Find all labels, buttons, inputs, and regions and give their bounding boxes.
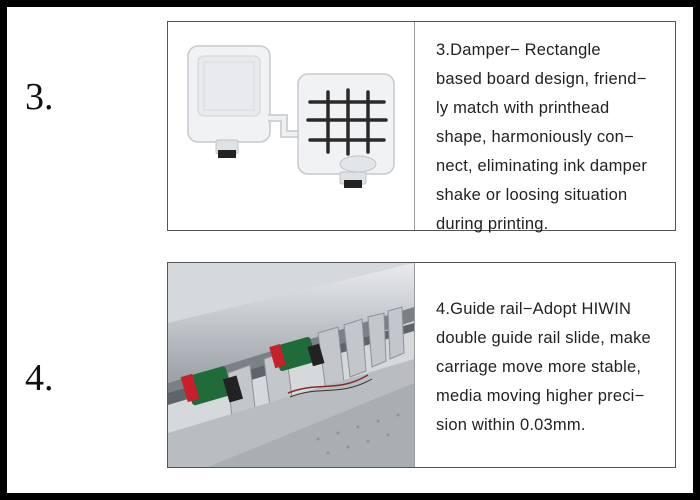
section-3-line: shake or loosing situation xyxy=(436,186,628,204)
section-4-panel xyxy=(167,262,676,468)
section-4-divider xyxy=(414,263,415,467)
damper-image xyxy=(168,22,414,230)
section-number-4: 4. xyxy=(25,357,54,399)
page xyxy=(7,7,693,493)
section-4-line: media moving higher preci− xyxy=(436,387,645,405)
section-3-text xyxy=(436,36,667,239)
section-4-line: 4.Guide rail−Adopt HIWIN xyxy=(436,300,632,318)
section-3-line: nect, eliminating ink damper xyxy=(436,157,648,175)
damper-illustration xyxy=(168,22,414,230)
section-4-text xyxy=(436,295,667,440)
guide-rail-illustration xyxy=(168,263,414,467)
section-4-line: double guide rail slide, make xyxy=(436,329,651,347)
section-3-line: 3.Damper− Rectangle xyxy=(436,41,601,59)
guide-rail-image xyxy=(168,263,414,467)
section-4-line: carriage move more stable, xyxy=(436,358,642,376)
section-3-line: shape, harmoniously con− xyxy=(436,128,634,146)
section-3-line: ly match with printhead xyxy=(436,99,610,117)
section-3-line: during printing. xyxy=(436,215,549,233)
section-3-line: based board design, friend− xyxy=(436,70,647,88)
section-number-3: 3. xyxy=(25,76,54,118)
section-3-panel xyxy=(167,21,676,231)
section-4-line: sion within 0.03mm. xyxy=(436,416,586,434)
section-3-divider xyxy=(414,22,415,230)
